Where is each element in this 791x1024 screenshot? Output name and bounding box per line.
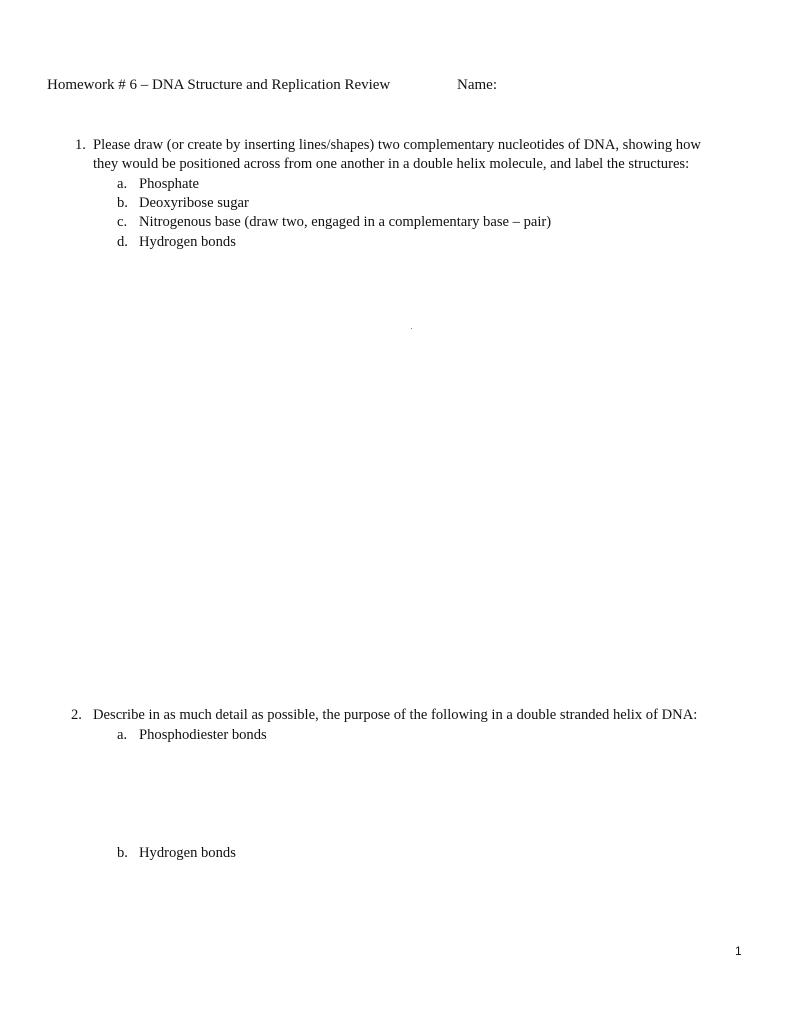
sub-item-text: Hydrogen bonds: [139, 845, 236, 861]
question-number: 1.: [75, 137, 86, 153]
sub-item-letter: a.: [117, 176, 128, 192]
question-text-line: they would be positioned across from one another in a double helix molecule, and label the structures:: [93, 156, 690, 172]
stray-dot: [411, 328, 412, 329]
sub-item-text: Phosphodiester bonds: [139, 727, 267, 743]
question-text-line: Please draw (or create by inserting lines/shapes) two complementary nucleotides of DNA, showing how: [93, 137, 701, 153]
question-number: 2.: [71, 707, 82, 723]
sub-item-text: Nitrogenous base (draw two, engaged in a complementary base – pair): [139, 214, 552, 230]
name-label: Name:: [457, 77, 497, 93]
question-text-line: Describe in as much detail as possible, the purpose of the following in a double stranded helix of DNA:: [93, 707, 698, 723]
sub-item-letter: d.: [117, 234, 128, 250]
worksheet-title: Homework # 6 – DNA Structure and Replication Review: [47, 77, 391, 93]
sub-item-text: Deoxyribose sugar: [139, 195, 249, 211]
sub-item-text: Hydrogen bonds: [139, 234, 236, 250]
sub-item-letter: a.: [117, 727, 128, 743]
sub-item-letter: b.: [117, 845, 128, 861]
sub-item-letter: c.: [117, 214, 128, 230]
page-number: 1: [735, 944, 742, 958]
sub-item-letter: b.: [117, 195, 128, 211]
sub-item-text: Phosphate: [139, 176, 199, 192]
